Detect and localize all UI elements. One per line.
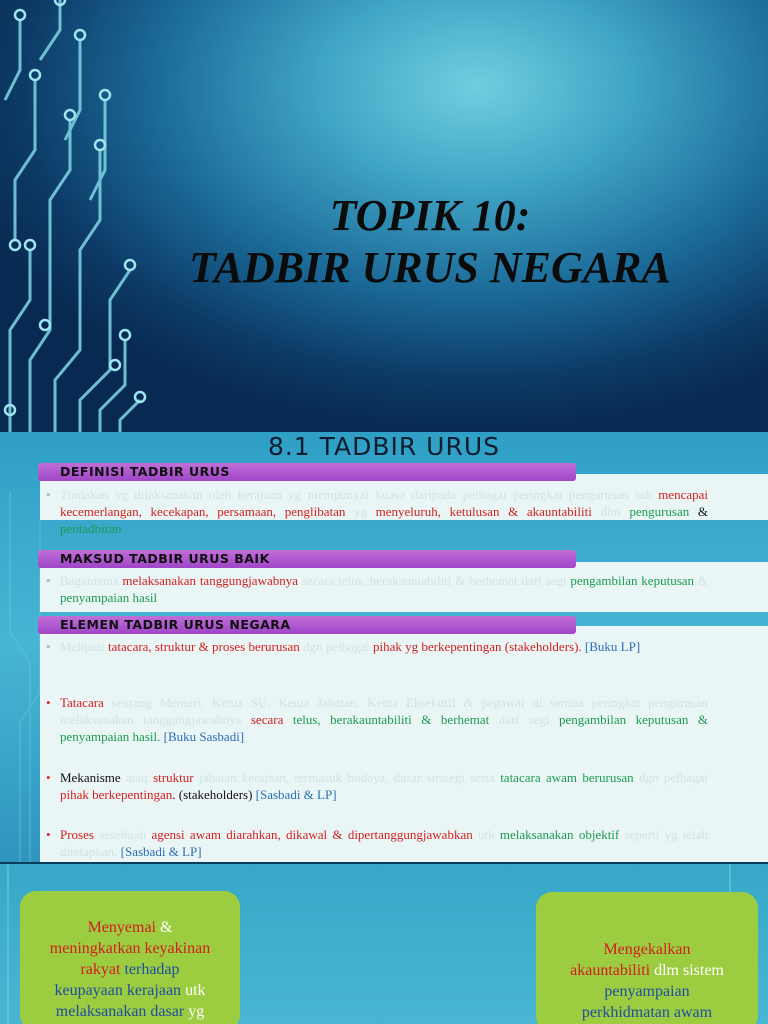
text-segment: pentadbiran [60,521,122,536]
text-segment: [Buku LP] [584,639,641,654]
definisi-text [46,486,708,537]
text-segment: Mekanisme [60,770,121,785]
box-line [20,917,240,938]
bullet-icon: • [46,639,51,654]
text-segment: secara [250,712,284,727]
text-segment: pengurusan [629,504,690,519]
text-segment: perkhidmatan awam [581,1004,713,1021]
diagram-slide [0,864,768,1024]
text-segment: Tatacara [60,695,104,710]
text-segment: & [689,504,708,519]
text-segment: [Sasbadi & LP] [255,787,337,802]
text-segment: seperti yg telah ditetapkan. [60,827,708,859]
text-segment: penyampaian [604,983,690,1000]
text-segment: dgn pelbagai [633,770,709,785]
text-segment: melaksanakan objektif [499,827,620,842]
title-slide [0,0,768,432]
text-segment: rakyat [80,961,121,978]
elemen-point-3 [46,769,709,803]
elemen-label: ELEMEN TADBIR URUS NEGARA [38,616,576,634]
content-slide [0,432,768,862]
text-segment: [Sasbadi & LP] [120,844,202,859]
text-segment: keupayaan kerajaan [54,982,182,999]
bullet-icon: • [46,487,51,502]
bullet-icon: • [46,695,51,710]
elemen-point-1 [46,638,708,655]
text-segment: menyeluruh, ketulusan & akauntabiliti [375,504,592,519]
text-segment: (stakeholders). [501,639,585,654]
text-segment: pihak berkepentingan [60,787,173,802]
bullet-icon: • [46,827,51,842]
box-line [20,938,240,959]
text-segment: yg [345,504,376,519]
text-segment: agensi awam diarahkan, dikawal & dipertanggungjawabkan [151,827,473,842]
text-segment: dlm sistem [650,962,724,979]
text-segment: melaksanakan dasar [55,1003,185,1020]
text-segment: akauntabiliti [570,962,651,979]
text-segment: utk [181,982,206,999]
text-segment: utk [472,827,500,842]
slide-title [120,190,740,294]
text-segment: Mengekalkan [603,941,691,958]
text-segment: mencapai kecemerlangan, kecekapan, persamaan, penglibatan [60,487,708,519]
text-segment: & [155,919,173,936]
text-segment: [Buku Sasbadi] [160,729,245,744]
box-line [20,1001,240,1022]
text-segment: jabatan kerajaan, termasuk budaya, dasar strategi serta [193,770,501,785]
text-segment: . (stakeholders) [172,787,256,802]
text-segment: Meliputi [60,639,109,654]
text-segment: terhadap [120,961,180,978]
left-green-box [20,891,240,1024]
text-segment: tatacara awam berurusan [500,770,634,785]
text-segment: Tindakan yg dilaksanakan oleh kerajaan yg mempunyai kuasa daripada pelbagai peringkat pengurusan utk [60,487,659,502]
section-heading: 8.1 TADBIR URUS [267,432,501,461]
text-segment: sesebuah [93,827,152,842]
text-segment: Proses [60,827,94,842]
text-segment: meningkatkan keyakinan [49,940,211,957]
text-segment: dlm [591,504,630,519]
text-segment: secara telus, berakauntabiliti & berhemat dari segi [298,573,571,588]
title-line-1: TOPIK 10: [329,191,531,240]
text-segment: pihak yg berkepentingan [373,639,502,654]
bullet-icon: • [46,770,51,785]
text-segment: & [694,573,708,588]
box-line [20,980,240,1001]
elemen-point-4 [46,826,708,860]
box-line [536,939,758,960]
text-segment: pengambilan keputusan & penyampaian hasil. [60,712,709,744]
title-line-2: TADBIR URUS NEGARA [189,243,671,292]
text-segment: melaksanakan tanggungjawabnya [122,573,299,588]
text-segment: struktur [153,770,194,785]
text-segment: yg [184,1003,205,1020]
elemen-point-2 [46,694,709,745]
bullet-icon: • [46,573,51,588]
maksud-text [46,572,708,606]
text-segment: telus, berakauntabiliti & berhemat [283,712,490,727]
text-segment: Menyemai [87,919,156,936]
text-segment: seorang Menteri, Ketua SU, Ketua Jabatan, Ketua Eksekutif & pegawai di semua peringkat pengurusan melaksanakan tanggungjawabnya [60,695,708,727]
box-line [536,981,758,1002]
text-segment: atau [120,770,154,785]
text-segment: penyampaian hasil [60,590,158,605]
box-line [536,1002,758,1023]
text-segment: tatacara, struktur & proses berurusan [108,639,300,654]
text-segment: dari segi [489,712,559,727]
maksud-label: MAKSUD TADBIR URUS BAIK [38,550,576,568]
box-line [536,960,758,981]
definisi-label: DEFINISI TADBIR URUS [38,463,576,481]
text-segment: pengambilan keputusan [570,573,695,588]
text-segment: Bagaimana [60,573,123,588]
right-green-box [536,892,758,1024]
box-line [20,959,240,980]
text-segment: dgn pelbagai [299,639,374,654]
